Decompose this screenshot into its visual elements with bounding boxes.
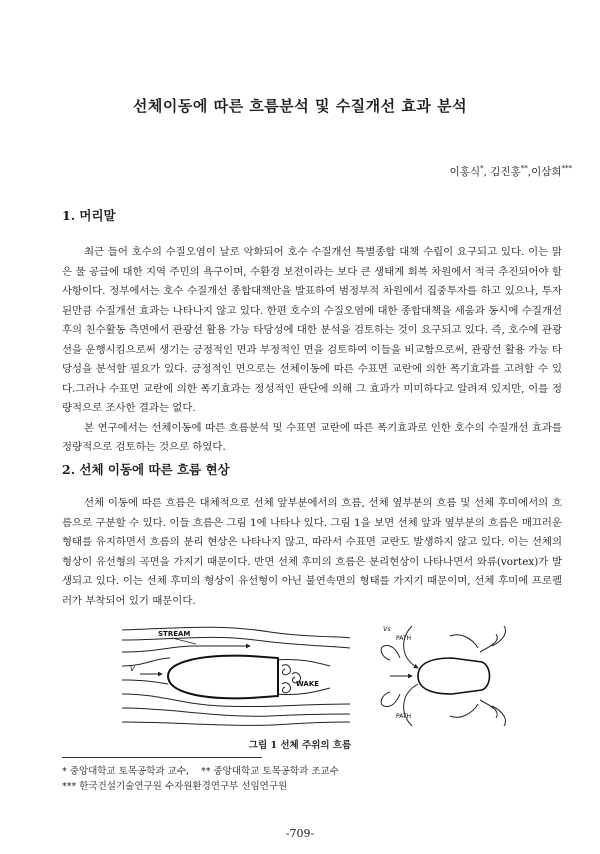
label-path-top: PATH [396, 635, 412, 642]
label-wake: WAKE [296, 680, 320, 688]
author-mark: ** [520, 164, 528, 173]
label-velocity: V [130, 665, 135, 673]
paper-title: 선체이동에 따른 흐름분석 및 수질개선 효과 분석 [132, 97, 468, 115]
streamline [122, 722, 350, 725]
figure-flow-around-hull [100, 618, 530, 733]
author-name: 이홍식 [449, 166, 481, 178]
footnote-item: ** 중앙대학교 토목공학과 조교수 [200, 766, 339, 777]
footnote-affiliations-2: *** 한국건설기술연구원 수자원환경연구부 선임연구원 [62, 781, 288, 792]
footnote-item: * 중앙대학교 토목공학과 교수, [62, 766, 189, 777]
figure-caption: 그림 1 선체 주위의 흐름 [248, 740, 352, 751]
particle-path [381, 646, 400, 661]
particle-path [404, 626, 418, 668]
section-heading-introduction: 1. 머리말 [62, 208, 116, 223]
author-name: 김진홍 [490, 166, 521, 178]
page-number: -709- [285, 827, 315, 840]
footnote-divider [62, 757, 262, 758]
paragraph: 선체 이동에 따른 흐름은 대체적으로 선체 앞부분에서의 흐름, 선체 옆부분의 흐름 및 선체 후미에서의 흐름으로 구분할 수 있다. 이들 흐름은 그림 1에 나타나 있다. 그림 1을 보면 선체 앞과 옆부분의 흐름은 매끄러운 형태를 유지하면서 흐름의 분리 현상은 나타나지 않고, 따라서 수표면 교란도 발생하지 않고 있다. 이는 선체의 형상이 유선형의 곡면을 가지기 때문이다. 반면 선체 후미의 흐름은 분리현상이 나타나면서 와류(vortex)가 발생되고 있다. 이는 선체 후미의 형상이 유선형이 아닌 불연속면의 형태를 가지기 때문이며, 선체 후미에 프로펠러가 부착되어 있기 때문이다. [62, 497, 562, 607]
label-vs: Vs [383, 625, 391, 633]
section-body-introduction [62, 243, 562, 458]
section-body-flow [62, 494, 562, 611]
paragraph: 최근 들어 호수의 수질오염이 날로 악화되어 호수 수질개선 특별종합 대책 수립이 요구되고 있다. 이는 맑은 물 공급에 대한 지역 주민의 욕구이며, 수환경 보전이라는 보다 큰 생태계 회복 차원에서 적극 추진되어야 할 사항이다. 정부에서는 호수 수질개선 종합대책안을 발표하여 범정부적 차원에서 집중투자를 하고 있으나, 투자된만큼 수질개선 효과는 나타나지 않고 있다. 한편 호수의 수질오염에 대한 종합대책을 세움과 동시에 수질개선 후의 친수활동 측면에서 관광선 활용 가능 타당성에 대한 분석을 검토하는 것이 요구되고 있다. 즉, 호수에 관광선을 운행시킴으로써 생기는 긍정적인 면과 부정적인 면을 검토하여 이들을 비교함으로써, 관광선 활용 가능 타당성을 분석할 필요가 있다. 긍정적인 면으로는 선체이동에 따른 수표면 교란에 의한 폭기효과를 고려할 수 있다.그러나 수표면 교란에 의한 폭기효과는 정성적인 판단에 의해 그 효과가 미미하다고 알려져 있지만, 이를 정량적으로 조사한 결과는 없다. [62, 246, 562, 414]
streamline [122, 627, 350, 638]
section-heading-flow: 2. 선체 이동에 따른 흐름 현상 [62, 462, 230, 477]
label-leader [172, 638, 196, 644]
footnote-affiliations-1 [62, 763, 339, 777]
author-name: 이삼희 [531, 166, 562, 178]
particle-path [381, 692, 400, 707]
hull-outline [168, 656, 278, 699]
author-mark: * [480, 164, 484, 173]
streamline [122, 708, 350, 716]
hull-outline [418, 658, 490, 694]
particle-path [450, 635, 478, 648]
particle-path [480, 634, 497, 652]
author-list: 이홍식*, 김진홍**,이삼희*** [449, 164, 572, 178]
paragraph: 본 연구에서는 선체이동에 따른 흐름분석 및 수표면 교란에 따른 폭기효과로 인한 호수의 수질개선 효과를 정량적으로 검토하는 것으로 하였다. [62, 421, 562, 453]
particle-path [450, 704, 478, 717]
author-mark: *** [561, 164, 572, 173]
wake-vortices [282, 665, 300, 693]
label-path-bottom: PATH [396, 713, 412, 720]
label-stream: STREAM [158, 630, 191, 638]
streamline [122, 680, 168, 684]
streamline [122, 646, 250, 652]
particle-path [480, 700, 497, 718]
